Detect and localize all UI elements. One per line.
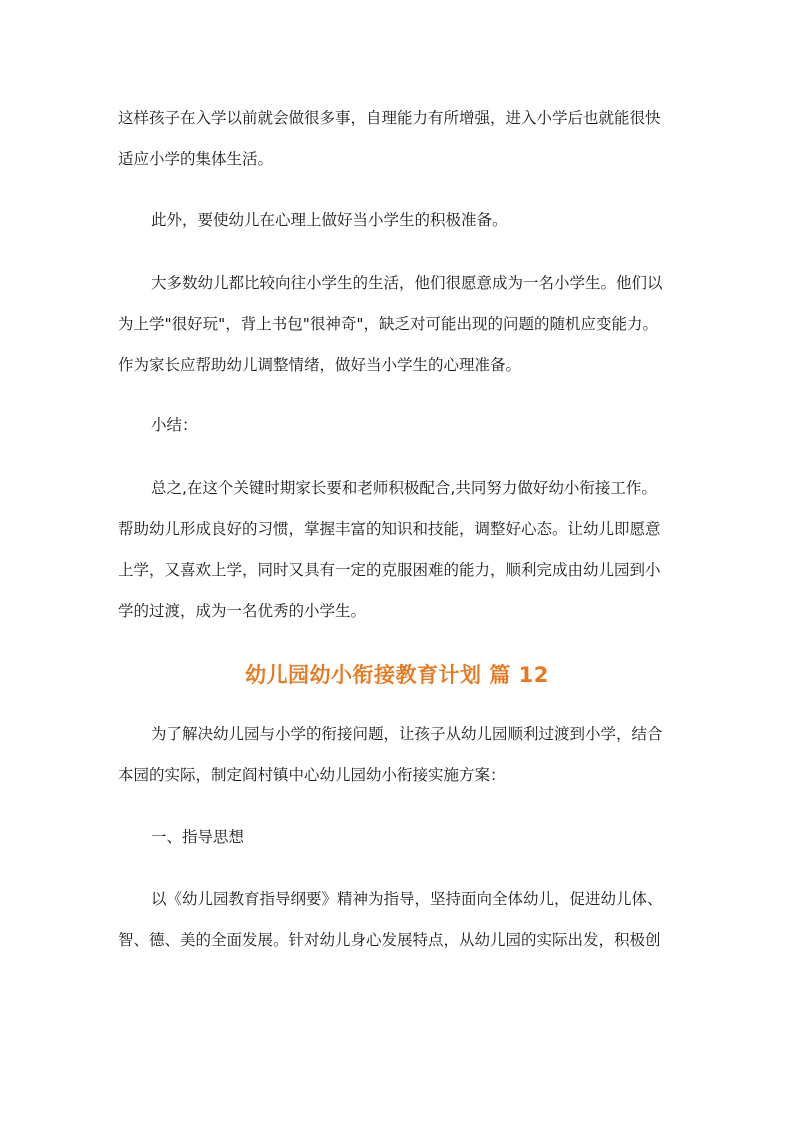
text-line: 本园的实际，制定阎村镇中心幼儿园幼小衔接实施方案： — [118, 766, 506, 784]
text-line: 为上学"很好玩"，背上书包"很神奇"，缺乏对可能出现的问题的随机应变能力。 — [118, 315, 659, 333]
text-line: 大多数幼儿都比较向往小学生的生活，他们很愿意成为一名小学生。他们以 — [151, 274, 663, 292]
paragraph-school-attitude — [118, 263, 680, 386]
paragraph-guiding-heading — [118, 817, 680, 858]
text-line: 为了解决幼儿园与小学的衔接问题，让孩子从幼儿园顺利过渡到小学，结合 — [151, 725, 663, 743]
paragraph-guiding-body — [118, 879, 680, 961]
paragraph-summary — [118, 468, 680, 632]
paragraph-intro — [118, 714, 680, 796]
section-heading: 幼儿园幼小衔接教育计划 篇 12 — [245, 663, 549, 687]
text-line: 一、指导思想 — [151, 828, 245, 846]
text-line: 这样孩子在入学以前就会做很多事，自理能力有所增强，进入小学后也就能很快 — [118, 109, 661, 127]
text-line: 帮助幼儿形成良好的习惯，掌握丰富的知识和技能，调整好心态。让幼儿即愿意 — [118, 520, 661, 538]
text-line: 学的过渡，成为一名优秀的小学生。 — [118, 602, 367, 620]
paragraph-self-care — [118, 98, 680, 180]
text-line: 作为家长应帮助幼儿调整情绪，做好当小学生的心理准备。 — [118, 356, 522, 374]
text-line: 此外，要使幼儿在心理上做好当小学生的积极准备。 — [151, 211, 508, 229]
paragraph-summary-label — [118, 405, 680, 446]
paragraph-psychological-prep — [118, 200, 680, 241]
text-line: 智、德、美的全面发展。针对幼儿身心发展特点，从幼儿园的实际出发，积极创 — [118, 931, 661, 949]
text-line: 总之,在这个关键时期家长要和老师积极配合,共同努力做好幼小衔接工作。 — [151, 479, 657, 497]
text-line: 以《幼儿园教育指导纲要》精神为指导，坚持面向全体幼儿，促进幼儿体、 — [151, 890, 663, 908]
text-line: 适应小学的集体生活。 — [118, 150, 274, 168]
text-line: 小结： — [151, 416, 198, 434]
text-line: 上学，又喜欢上学，同时又具有一定的克服困难的能力，顺利完成由幼儿园到小 — [118, 561, 661, 579]
